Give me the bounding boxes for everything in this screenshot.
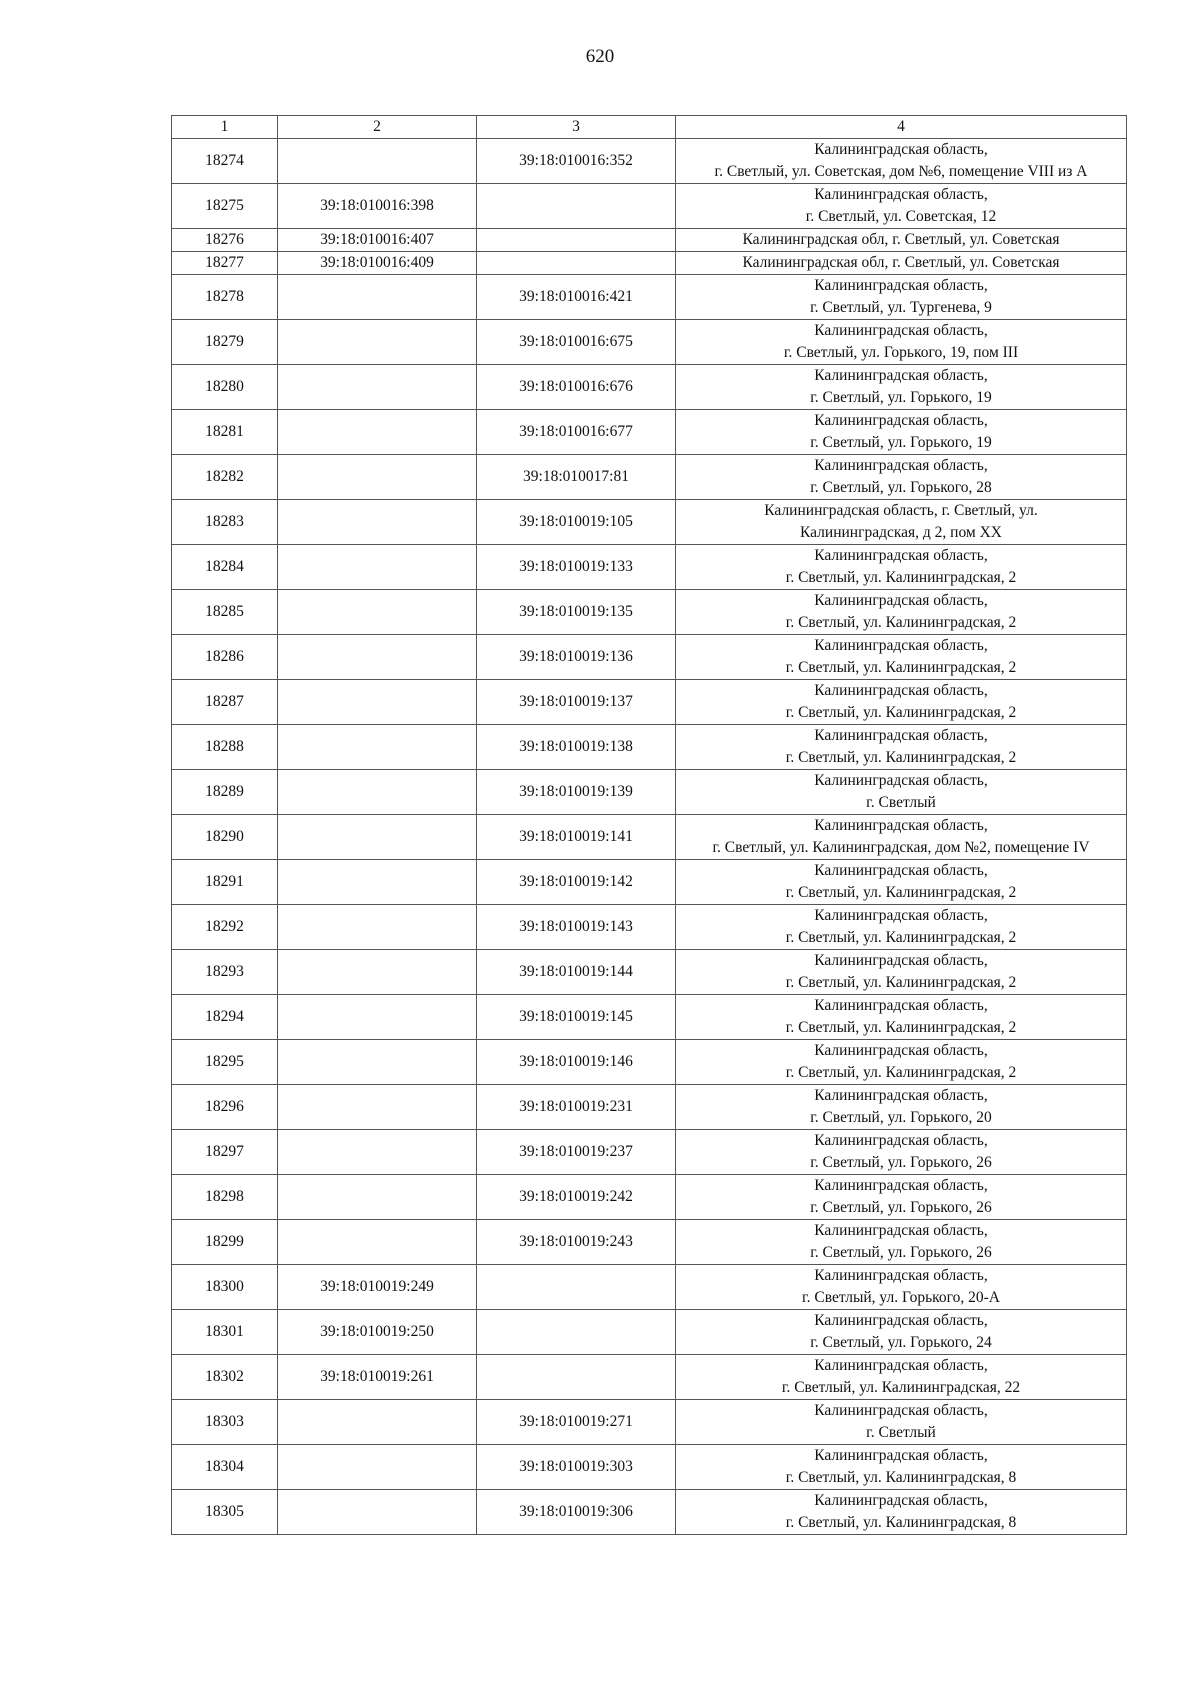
table-row [172,1040,1127,1085]
address-line: г. Светлый, ул. Горького, 26 [810,1244,992,1261]
cadastral-number-col3-cell [477,184,676,229]
address-line: г. Светлый, ул. Советская, дом №6, помещение VIII из А [714,163,1088,180]
table-row [172,320,1127,365]
table-row [172,995,1127,1040]
cadastral-number-col2-cell [278,680,477,725]
address-cell [676,725,1127,770]
cadastral-number-col2-cell [278,410,477,455]
cadastral-number-col3-cell: 39:18:010019:136 [477,635,676,680]
row-number-cell: 18294 [172,995,278,1040]
address-line: Калининградская область, [814,952,988,969]
address-line: Калининградская область, [814,1177,988,1194]
cadastral-number-col2-cell: 39:18:010016:398 [278,184,477,229]
row-number-cell: 18296 [172,1085,278,1130]
address-line: г. Светлый, ул. Калининградская, 22 [781,1379,1021,1396]
row-number-cell: 18301 [172,1310,278,1355]
cadastral-number-col3-cell [477,1265,676,1310]
address-line: г. Светлый, ул. Калининградская, 2 [785,659,1017,676]
address-line: Калининградская область, [814,186,988,203]
address-cell [676,1040,1127,1085]
address-line: Калининградская область, [814,1357,988,1374]
cadastral-number-col3-cell: 39:18:010019:243 [477,1220,676,1265]
table-row [172,1400,1127,1445]
address-cell [676,275,1127,320]
row-number-cell: 18287 [172,680,278,725]
page-number: 620 [585,46,615,67]
table-row [172,950,1127,995]
address-line: г. Светлый, ул. Калининградская, 2 [785,929,1017,946]
address-line: Калининградская область, [814,1492,988,1509]
cadastral-number-col3-cell: 39:18:010016:676 [477,365,676,410]
address-line: Калининградская, д 2, пом XX [800,524,1002,541]
row-number-cell: 18303 [172,1400,278,1445]
cadastral-number-col3-cell [477,252,676,275]
table-row [172,770,1127,815]
cadastral-number-col3-cell: 39:18:010019:105 [477,500,676,545]
cadastral-number-col2-cell [278,1175,477,1220]
row-number-cell: 18291 [172,860,278,905]
column-header-2: 2 [278,116,477,139]
table-row [172,545,1127,590]
address-cell [676,410,1127,455]
cadastral-number-col3-cell: 39:18:010019:306 [477,1490,676,1535]
cadastral-number-col3-cell: 39:18:010019:144 [477,950,676,995]
address-cell [676,1220,1127,1265]
address-cell [676,680,1127,725]
row-number-cell: 18295 [172,1040,278,1085]
cadastral-number-col2-cell [278,365,477,410]
address-cell [676,815,1127,860]
row-number-cell: 18289 [172,770,278,815]
address-line: Калининградская область, [814,547,988,564]
row-number-cell: 18302 [172,1355,278,1400]
address-line: г. Светлый, ул. Калининградская, 2 [785,974,1017,991]
address-cell [676,1355,1127,1400]
address-cell [676,139,1127,184]
cadastral-number-col3-cell: 39:18:010019:138 [477,725,676,770]
cadastral-number-col2-cell [278,1130,477,1175]
address-cell [676,1265,1127,1310]
address-cell [676,860,1127,905]
cadastral-number-col2-cell [278,320,477,365]
cadastral-number-col3-cell: 39:18:010019:135 [477,590,676,635]
address-cell [676,995,1127,1040]
cadastral-number-col2-cell [278,905,477,950]
address-line: г. Светлый, ул. Калининградская, 2 [785,749,1017,766]
cadastral-number-col3-cell: 39:18:010019:139 [477,770,676,815]
address-line: г. Светлый, ул. Калининградская, 2 [785,1064,1017,1081]
table-row [172,500,1127,545]
row-number-cell: 18278 [172,275,278,320]
table-row [172,252,1127,275]
row-number-cell: 18285 [172,590,278,635]
table-row [172,1265,1127,1310]
address-line: Калининградская область, [814,592,988,609]
cadastral-number-col3-cell: 39:18:010019:141 [477,815,676,860]
address-line: Калининградская область, [814,1267,988,1284]
address-line: г. Светлый, ул. Горького, 20 [810,1109,992,1126]
address-cell [676,1130,1127,1175]
address-line: Калининградская обл, г. Светлый, ул. Советская [742,231,1060,248]
registry-table [171,115,1127,1535]
cadastral-number-col3-cell [477,1355,676,1400]
address-line: г. Светлый, ул. Калининградская, 2 [785,614,1017,631]
address-line: г. Светлый, ул. Горького, 19 [810,434,992,451]
cadastral-number-col3-cell: 39:18:010019:145 [477,995,676,1040]
address-line: г. Светлый, ул. Калининградская, 2 [785,704,1017,721]
row-number-cell: 18282 [172,455,278,500]
cadastral-number-col2-cell [278,995,477,1040]
cadastral-number-col2-cell [278,815,477,860]
address-line: г. Светлый, ул. Калининградская, 8 [785,1514,1017,1531]
table-row [172,1310,1127,1355]
address-line: Калининградская область, [814,772,988,789]
address-line: Калининградская область, г. Светлый, ул. [764,502,1038,519]
address-cell [676,365,1127,410]
address-line: г. Светлый, ул. Горького, 20-А [802,1289,1000,1306]
cadastral-number-col2-cell: 39:18:010019:249 [278,1265,477,1310]
cadastral-number-col3-cell: 39:18:010019:142 [477,860,676,905]
column-header-3: 3 [477,116,676,139]
cadastral-number-col3-cell: 39:18:010016:421 [477,275,676,320]
table-row [172,680,1127,725]
table-row [172,1355,1127,1400]
row-number-cell: 18288 [172,725,278,770]
row-number-cell: 18275 [172,184,278,229]
address-line: Калининградская область, [814,817,988,834]
address-cell [676,635,1127,680]
table-header-row [172,116,1127,139]
cadastral-number-col2-cell: 39:18:010019:261 [278,1355,477,1400]
row-number-cell: 18298 [172,1175,278,1220]
cadastral-number-col3-cell: 39:18:010019:271 [477,1400,676,1445]
address-line: Калининградская область, [814,1222,988,1239]
row-number-cell: 18276 [172,229,278,252]
cadastral-number-col2-cell [278,725,477,770]
table-row [172,1220,1127,1265]
row-number-cell: 18292 [172,905,278,950]
cadastral-number-col2-cell [278,1220,477,1265]
table-row [172,229,1127,252]
address-line: Калининградская область, [814,1042,988,1059]
address-line: Калининградская область, [814,1312,988,1329]
address-cell [676,590,1127,635]
address-line: Калининградская область, [814,1402,988,1419]
table-row [172,1130,1127,1175]
cadastral-number-col2-cell [278,590,477,635]
cadastral-number-col3-cell [477,229,676,252]
address-line: Калининградская область, [814,997,988,1014]
row-number-cell: 18277 [172,252,278,275]
address-cell [676,1085,1127,1130]
row-number-cell: 18305 [172,1490,278,1535]
address-line: г. Светлый [866,1424,936,1441]
address-cell [676,1175,1127,1220]
cadastral-number-col2-cell [278,770,477,815]
address-line: г. Светлый, ул. Калининградская, 2 [785,884,1017,901]
cadastral-number-col3-cell: 39:18:010016:675 [477,320,676,365]
table-row [172,1445,1127,1490]
address-cell [676,320,1127,365]
table-row [172,365,1127,410]
address-line: г. Светлый, ул. Горького, 26 [810,1154,992,1171]
cadastral-number-col2-cell [278,455,477,500]
cadastral-number-col3-cell: 39:18:010019:133 [477,545,676,590]
address-line: Калининградская область, [814,322,988,339]
address-line: Калининградская область, [814,412,988,429]
address-line: Калининградская область, [814,1447,988,1464]
cadastral-number-col2-cell [278,1490,477,1535]
address-cell [676,455,1127,500]
cadastral-number-col2-cell: 39:18:010019:250 [278,1310,477,1355]
cadastral-number-col3-cell: 39:18:010019:237 [477,1130,676,1175]
table-row [172,139,1127,184]
cadastral-number-col2-cell [278,1400,477,1445]
table-row [172,1085,1127,1130]
address-line: Калининградская область, [814,907,988,924]
cadastral-number-col3-cell: 39:18:010019:303 [477,1445,676,1490]
cadastral-number-col2-cell [278,139,477,184]
table-row [172,410,1127,455]
table-row [172,860,1127,905]
cadastral-number-col2-cell [278,950,477,995]
address-line: Калининградская область, [814,1087,988,1104]
cadastral-number-col2-cell: 39:18:010016:409 [278,252,477,275]
cadastral-number-col2-cell [278,545,477,590]
column-header-1: 1 [172,116,278,139]
table-row [172,1175,1127,1220]
column-header-4: 4 [676,116,1127,139]
cadastral-number-col3-cell [477,1310,676,1355]
table-row [172,635,1127,680]
address-line: г. Светлый, ул. Горького, 28 [810,479,992,496]
row-number-cell: 18274 [172,139,278,184]
table-row [172,1490,1127,1535]
address-cell [676,500,1127,545]
cadastral-number-col2-cell [278,635,477,680]
row-number-cell: 18280 [172,365,278,410]
address-cell [676,229,1127,252]
row-number-cell: 18300 [172,1265,278,1310]
row-number-cell: 18283 [172,500,278,545]
cadastral-number-col2-cell [278,860,477,905]
address-cell [676,950,1127,995]
address-line: Калининградская область, [814,727,988,744]
address-line: Калининградская область, [814,682,988,699]
address-line: Калининградская область, [814,141,988,158]
address-line: Калининградская область, [814,457,988,474]
row-number-cell: 18290 [172,815,278,860]
row-number-cell: 18281 [172,410,278,455]
table-row [172,590,1127,635]
address-line: г. Светлый, ул. Тургенева, 9 [810,299,992,316]
cadastral-number-col3-cell: 39:18:010019:231 [477,1085,676,1130]
address-cell [676,184,1127,229]
address-line: г. Светлый [866,794,936,811]
cadastral-number-col3-cell: 39:18:010019:137 [477,680,676,725]
address-line: Калининградская область, [814,277,988,294]
address-line: г. Светлый, ул. Калининградская, 2 [785,1019,1017,1036]
address-line: г. Светлый, ул. Горького, 24 [810,1334,992,1351]
cadastral-number-col2-cell [278,1085,477,1130]
table-row [172,455,1127,500]
row-number-cell: 18299 [172,1220,278,1265]
address-cell [676,545,1127,590]
address-cell [676,905,1127,950]
cadastral-number-col2-cell: 39:18:010016:407 [278,229,477,252]
address-cell [676,770,1127,815]
row-number-cell: 18286 [172,635,278,680]
cadastral-number-col3-cell: 39:18:010019:242 [477,1175,676,1220]
address-line: Калининградская область, [814,637,988,654]
table-row [172,905,1127,950]
address-line: г. Светлый, ул. Горького, 19 [810,389,992,406]
table-row [172,815,1127,860]
table-row [172,725,1127,770]
row-number-cell: 18304 [172,1445,278,1490]
address-cell [676,1400,1127,1445]
cadastral-number-col2-cell [278,1040,477,1085]
address-line: г. Светлый, ул. Калининградская, 2 [785,569,1017,586]
row-number-cell: 18297 [172,1130,278,1175]
cadastral-number-col2-cell [278,500,477,545]
address-line: Калининградская область, [814,1132,988,1149]
address-cell [676,1445,1127,1490]
address-line: г. Светлый, ул. Горького, 19, пом III [783,344,1019,361]
row-number-cell: 18279 [172,320,278,365]
cadastral-number-col3-cell: 39:18:010017:81 [477,455,676,500]
cadastral-number-col3-cell: 39:18:010019:146 [477,1040,676,1085]
cadastral-number-col3-cell: 39:18:010016:677 [477,410,676,455]
address-line: г. Светлый, ул. Калининградская, дом №2, помещение IV [712,839,1090,856]
table-row [172,275,1127,320]
table-row [172,184,1127,229]
cadastral-number-col2-cell [278,1445,477,1490]
row-number-cell: 18284 [172,545,278,590]
address-line: Калининградская область, [814,367,988,384]
table-body [172,139,1127,1535]
address-cell [676,252,1127,275]
address-line: Калининградская обл, г. Светлый, ул. Советская [742,254,1060,271]
address-line: Калининградская область, [814,862,988,879]
cadastral-number-col3-cell: 39:18:010016:352 [477,139,676,184]
row-number-cell: 18293 [172,950,278,995]
address-line: г. Светлый, ул. Горького, 26 [810,1199,992,1216]
cadastral-number-col3-cell: 39:18:010019:143 [477,905,676,950]
address-line: г. Светлый, ул. Калининградская, 8 [785,1469,1017,1486]
address-cell [676,1490,1127,1535]
cadastral-number-col2-cell [278,275,477,320]
address-line: г. Светлый, ул. Советская, 12 [805,208,997,225]
address-cell [676,1310,1127,1355]
